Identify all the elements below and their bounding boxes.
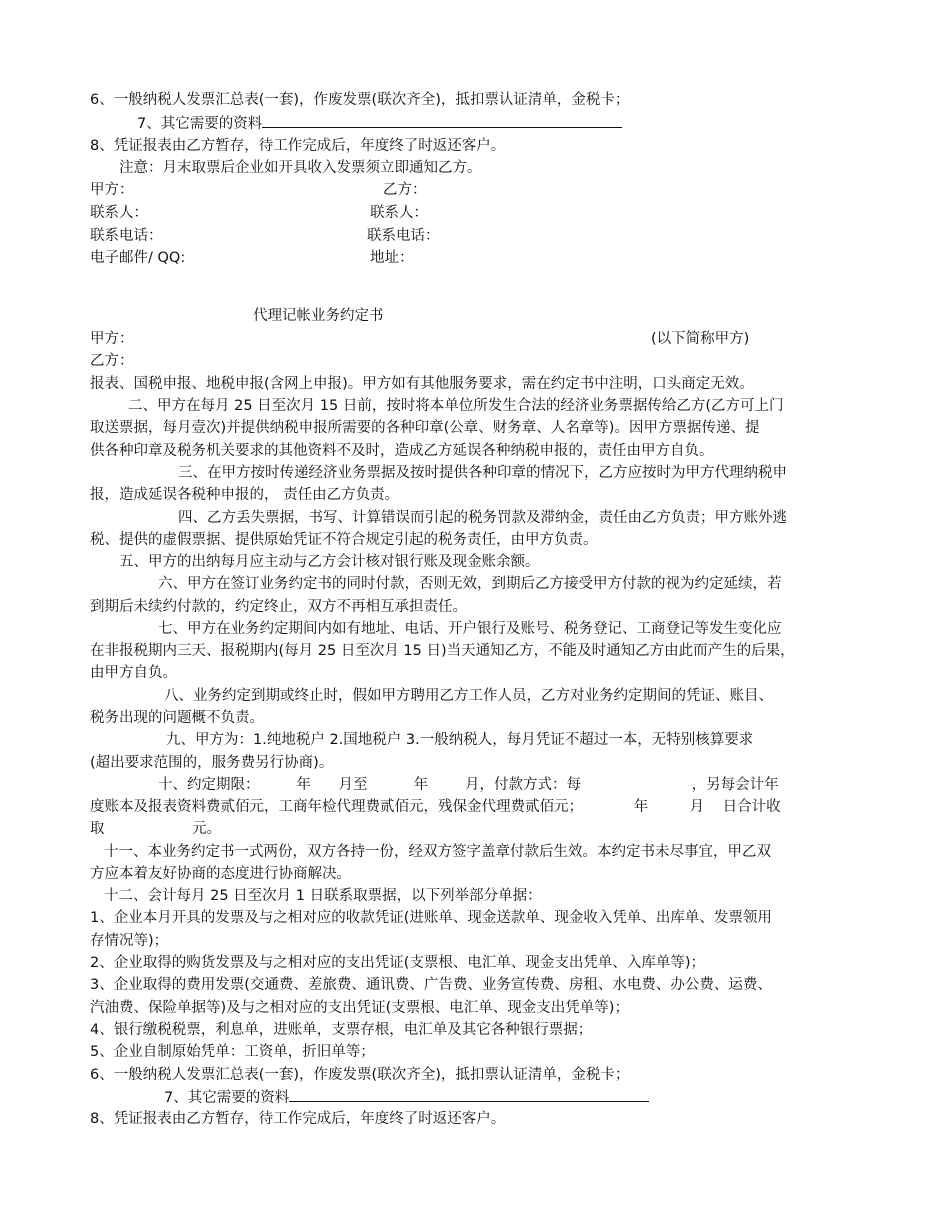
clause-8-line-1: 八、业务约定到期或终止时，假如甲方聘用乙方工作人员，乙方对业务约定期间的凭证、账目、 bbox=[164, 688, 773, 704]
sign-address-b: 地址： bbox=[370, 250, 414, 266]
clause-2-line-3: 供各种印章及税务机关要求的其他资料不及时，造成乙方延误各种纳税申报的，责任由甲方自负。 bbox=[90, 443, 714, 459]
list-item-2: 2、企业取得的购货发票及与之相对应的支出凭证(支票根、电汇单、现金支出凭单、入库单等)； bbox=[90, 955, 706, 971]
agreement-party-a-note: (以下简称甲方) bbox=[651, 331, 750, 347]
clause-8-line-2: 税务出现的问题概不负责。 bbox=[90, 710, 264, 726]
list-item-3-line-1: 3、企业取得的费用发票(交通费、差旅费、通讯费、广告费、业务宣传费、房租、水电费、办公费、运费、 bbox=[90, 977, 772, 993]
sign-email-a: 电子邮件/ QQ: bbox=[90, 250, 186, 266]
clause-12: 十二、会计每月 25 日至次月 1 日联系取票据，以下列举部分单据： bbox=[104, 888, 542, 904]
fill-in-line bbox=[262, 114, 622, 128]
clause-10-line-1: 十、约定期限： 年 月至 年 月，付款方式：每 ，另每会计年 bbox=[158, 777, 779, 793]
sign-contact-b: 联系人： bbox=[370, 205, 428, 221]
clause-3-line-1: 三、在甲方按时传递经济业务票据及按时提供各种印章的情况下，乙方应按时为甲方代理纳税申 bbox=[178, 465, 787, 481]
clause-6-line-2: 到期后未续约付款的，约定终止，双方不再相互承担责任。 bbox=[90, 599, 467, 615]
clause-2-line-2: 取送票据，每月壹次)并提供纳税申报所需要的各种印章(公章、财务章、人名章等)。因甲方票据传递、提 bbox=[90, 420, 760, 436]
list-item-3-line-2: 汽油费、保险单据等)及与之相对应的支出凭证(支票根、电汇单、现金支出凭单等)； bbox=[90, 1000, 629, 1016]
agreement-party-a: 甲方： bbox=[90, 331, 134, 347]
sign-party-b: 乙方： bbox=[383, 182, 427, 198]
top-item-8: 8、凭证报表由乙方暂存，待工作完成后，年度终了时返还客户。 bbox=[90, 138, 506, 154]
clause-3-line-2: 报，造成延误各税种申报的， 责任由乙方负责。 bbox=[90, 487, 400, 503]
clause-4-line-1: 四、乙方丢失票据，书写、计算错误而引起的税务罚款及滞纳金，责任由乙方负责；甲方账外逃 bbox=[178, 510, 787, 526]
sign-contact-a: 联系人： bbox=[90, 205, 148, 221]
list-item-5: 5、企业自制原始凭单：工资单，折旧单等； bbox=[90, 1044, 375, 1060]
top-item-7 bbox=[137, 114, 622, 133]
list-item-8: 8、凭证报表由乙方暂存，待工作完成后，年度终了时返还客户。 bbox=[90, 1111, 506, 1127]
sign-party-a: 甲方： bbox=[90, 182, 134, 198]
clause-9-line-2: (超出要求范围的，服务费另行协商)。 bbox=[90, 755, 334, 771]
clause-2-line-1: 二、甲方在每月 25 日至次月 15 日前，按时将本单位所发生合法的经济业务票据传给乙方(乙方可上门 bbox=[128, 398, 784, 414]
clause-6-line-1: 六、甲方在签订业务约定书的同时付款，否则无效，到期后乙方接受甲方付款的视为约定延续，若 bbox=[158, 576, 782, 592]
top-item-6: 6、一般纳税人发票汇总表(一套)，作废发票(联次齐全)，抵扣票认证清单，金税卡； bbox=[90, 92, 630, 108]
clause-7-line-2: 在非报税期内三天、报税期内(每月 25 日至次月 15 日)当天通知乙方，不能及时通知乙方由此而产生的后果， bbox=[90, 643, 795, 659]
clause-11-line-2: 方应本着友好协商的态度进行协商解决。 bbox=[90, 866, 351, 882]
fill-in-line bbox=[289, 1088, 649, 1102]
list-item-7-text: 7、其它需要的资料 bbox=[164, 1090, 290, 1106]
clause-intro: 报表、国税申报、地税申报(含网上申报)。甲方如有其他服务要求，需在约定书中注明，口头商定无效。 bbox=[90, 376, 754, 392]
clause-11-line-1: 十一、本业务约定书一式两份，双方各持一份，经双方签字盖章付款后生效。本约定书未尽事宜，甲乙双 bbox=[104, 844, 771, 860]
clause-4-line-2: 税、提供的虚假票据、提供原始凭证不符合规定引起的税务责任，由甲方负责。 bbox=[90, 532, 598, 548]
top-item-7-text: 7、其它需要的资料 bbox=[137, 116, 263, 132]
clause-7-line-3: 由甲方自负。 bbox=[90, 665, 177, 681]
clause-7-line-1: 七、甲方在业务约定期间内如有地址、电话、开户银行及账号、税务登记、工商登记等发生变化应 bbox=[158, 621, 782, 637]
agreement-party-b: 乙方： bbox=[90, 353, 134, 369]
sign-phone-a: 联系电话： bbox=[90, 228, 163, 244]
sign-phone-b: 联系电话： bbox=[367, 228, 440, 244]
agreement-title: 代理记帐业务约定书 bbox=[253, 308, 384, 324]
list-item-7 bbox=[164, 1088, 649, 1107]
clause-9-line-1: 九、甲方为：1.纯地税户 2.国地税户 3.一般纳税人，每月凭证不超过一本，无特别核算要求 bbox=[166, 732, 754, 748]
list-item-1-line-2: 存情况等)； bbox=[90, 933, 169, 949]
list-item-4: 4、银行缴税税票，利息单，进账单，支票存根，电汇单及其它各种银行票据； bbox=[90, 1022, 593, 1038]
clause-5: 五、甲方的出纳每月应主动与乙方会计核对银行账及现金账余额。 bbox=[119, 554, 540, 570]
clause-10-line-2: 度账本及报表资料费贰佰元，工商年检代理费贰佰元，残保金代理费贰佰元； 年 月 日合计收 bbox=[90, 799, 781, 815]
top-notice: 注意：月末取票后企业如开具收入发票须立即通知乙方。 bbox=[119, 160, 482, 176]
list-item-6: 6、一般纳税人发票汇总表(一套)，作废发票(联次齐全)，抵扣票认证清单，金税卡； bbox=[90, 1067, 630, 1083]
list-item-1-line-1: 1、企业本月开具的发票及与之相对应的收款凭证(进账单、现金送款单、现金收入凭单、出库单、发票领用 bbox=[90, 910, 772, 926]
clause-10-line-3: 取 元。 bbox=[90, 821, 222, 837]
